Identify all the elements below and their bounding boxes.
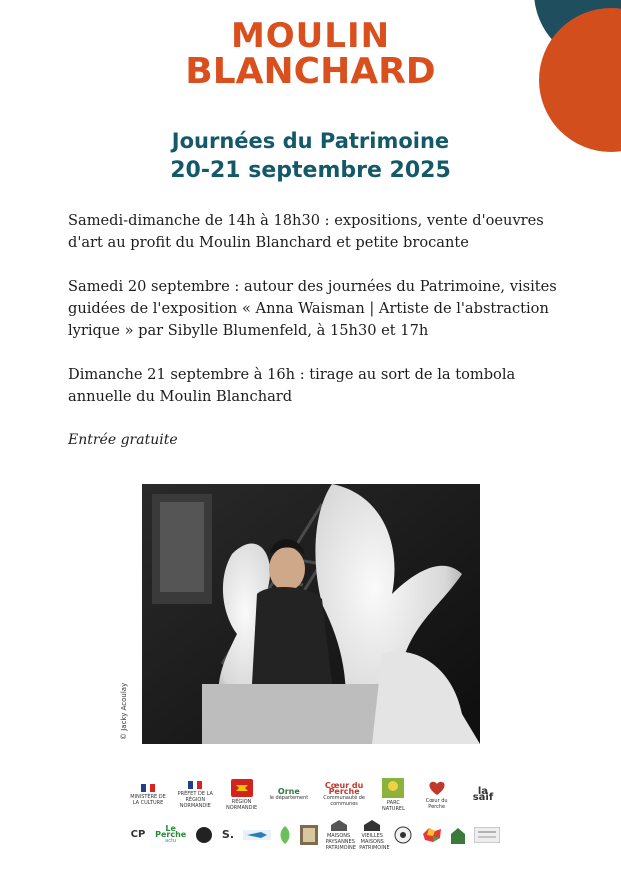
partner-logos-row-1 (130, 778, 500, 812)
program-item-saturday: Samedi 20 septembre : autour des journées du Patrimoine, visites guidées de l'exposition « Anna Waisman | Artiste de l'abstraction lyrique » par Sibylle Blumenfeld, à 15h30 et 17h (68, 278, 557, 339)
cp-logo (130, 829, 146, 840)
orne-sub-label: le département (269, 795, 309, 801)
coeur-label: Cœur du Perche (324, 781, 364, 796)
patrimoine1-label: MAISONS PAYSANNES PATRIMOINE (325, 833, 356, 851)
le-perche-actu-logo (154, 826, 188, 844)
program-item-weekend: Samedi-dimanche de 14h à 18h30 : expositions, vente d'oeuvres d'art au profit du Moulin Blanchard et petite brocante (68, 212, 544, 251)
house-icon (362, 819, 382, 831)
french-flag-icon (141, 784, 155, 792)
circle-emblem-icon (393, 825, 413, 845)
region-label: RÉGION NORMANDIE (226, 799, 258, 811)
ministere-culture-logo (130, 784, 166, 806)
photo-credit: © Jacky Acoulay (120, 682, 128, 740)
s-logo (221, 828, 235, 841)
logo-line-2: BLANCHARD (185, 51, 436, 92)
round-partner-icon (195, 826, 213, 844)
event-title (0, 127, 621, 187)
coeur-sub-label: Communauté de communes (323, 795, 365, 807)
prefet-normandie-logo (176, 781, 214, 809)
patrimoine2-label: VIEILLES MAISONS PATRIMOINE (359, 833, 390, 851)
perche-logo (418, 780, 456, 810)
normandy-shield-icon (231, 779, 253, 797)
ministere-label: MINISTÈRE DE LA CULTURE (130, 794, 166, 806)
region-normandie-logo (225, 779, 259, 811)
parc-tree-icon (382, 778, 404, 798)
moulin-blanchard-logo (0, 18, 621, 90)
orne-label: Orne (277, 787, 300, 796)
prefet-label: PRÉFET DE LA RÉGION NORMANDIE (177, 791, 213, 809)
fish-partner-icon (243, 830, 271, 840)
program-item-sunday: Dimanche 21 septembre à 16h : tirage au sort de la tombola annuelle du Moulin Blanchard (68, 366, 516, 405)
program-text (68, 210, 568, 473)
parc-label: PARC NATUREL (381, 800, 405, 812)
perche-actu-sub-label: actu (165, 838, 177, 844)
artist-photo (142, 484, 480, 744)
saif-label: la saif (472, 786, 494, 803)
book-partner-icon (300, 825, 318, 845)
orne-departement-logo (269, 789, 309, 801)
saif-logo (466, 786, 500, 803)
partner-logos-row-2 (130, 822, 500, 851)
event-dates: 20-21 septembre 2025 (170, 158, 451, 183)
event-title-line-1: Journées du Patrimoine (171, 129, 450, 153)
green-partner-icon (278, 825, 292, 845)
perche-label: Cœur du Perche (425, 798, 448, 810)
parc-naturel-logo (379, 778, 407, 812)
green-house-icon (450, 826, 466, 844)
perche-heart-icon (426, 780, 448, 796)
logo-line-1: MOULIN (230, 16, 391, 56)
coeur-du-perche-cc-logo (319, 783, 369, 807)
s-label: S. (221, 828, 235, 841)
vieilles-maisons-logo (359, 819, 390, 851)
colorful-map-icon (421, 826, 443, 844)
house-icon (329, 819, 349, 831)
french-flag-icon (188, 781, 202, 789)
maisons-paysannes-logo (325, 819, 356, 851)
perche-actu-label: Le Perche (155, 824, 187, 839)
grey-partner-icon (474, 827, 500, 843)
cp-label: CP (130, 829, 146, 840)
entry-info: Entrée gratuite (68, 432, 178, 448)
